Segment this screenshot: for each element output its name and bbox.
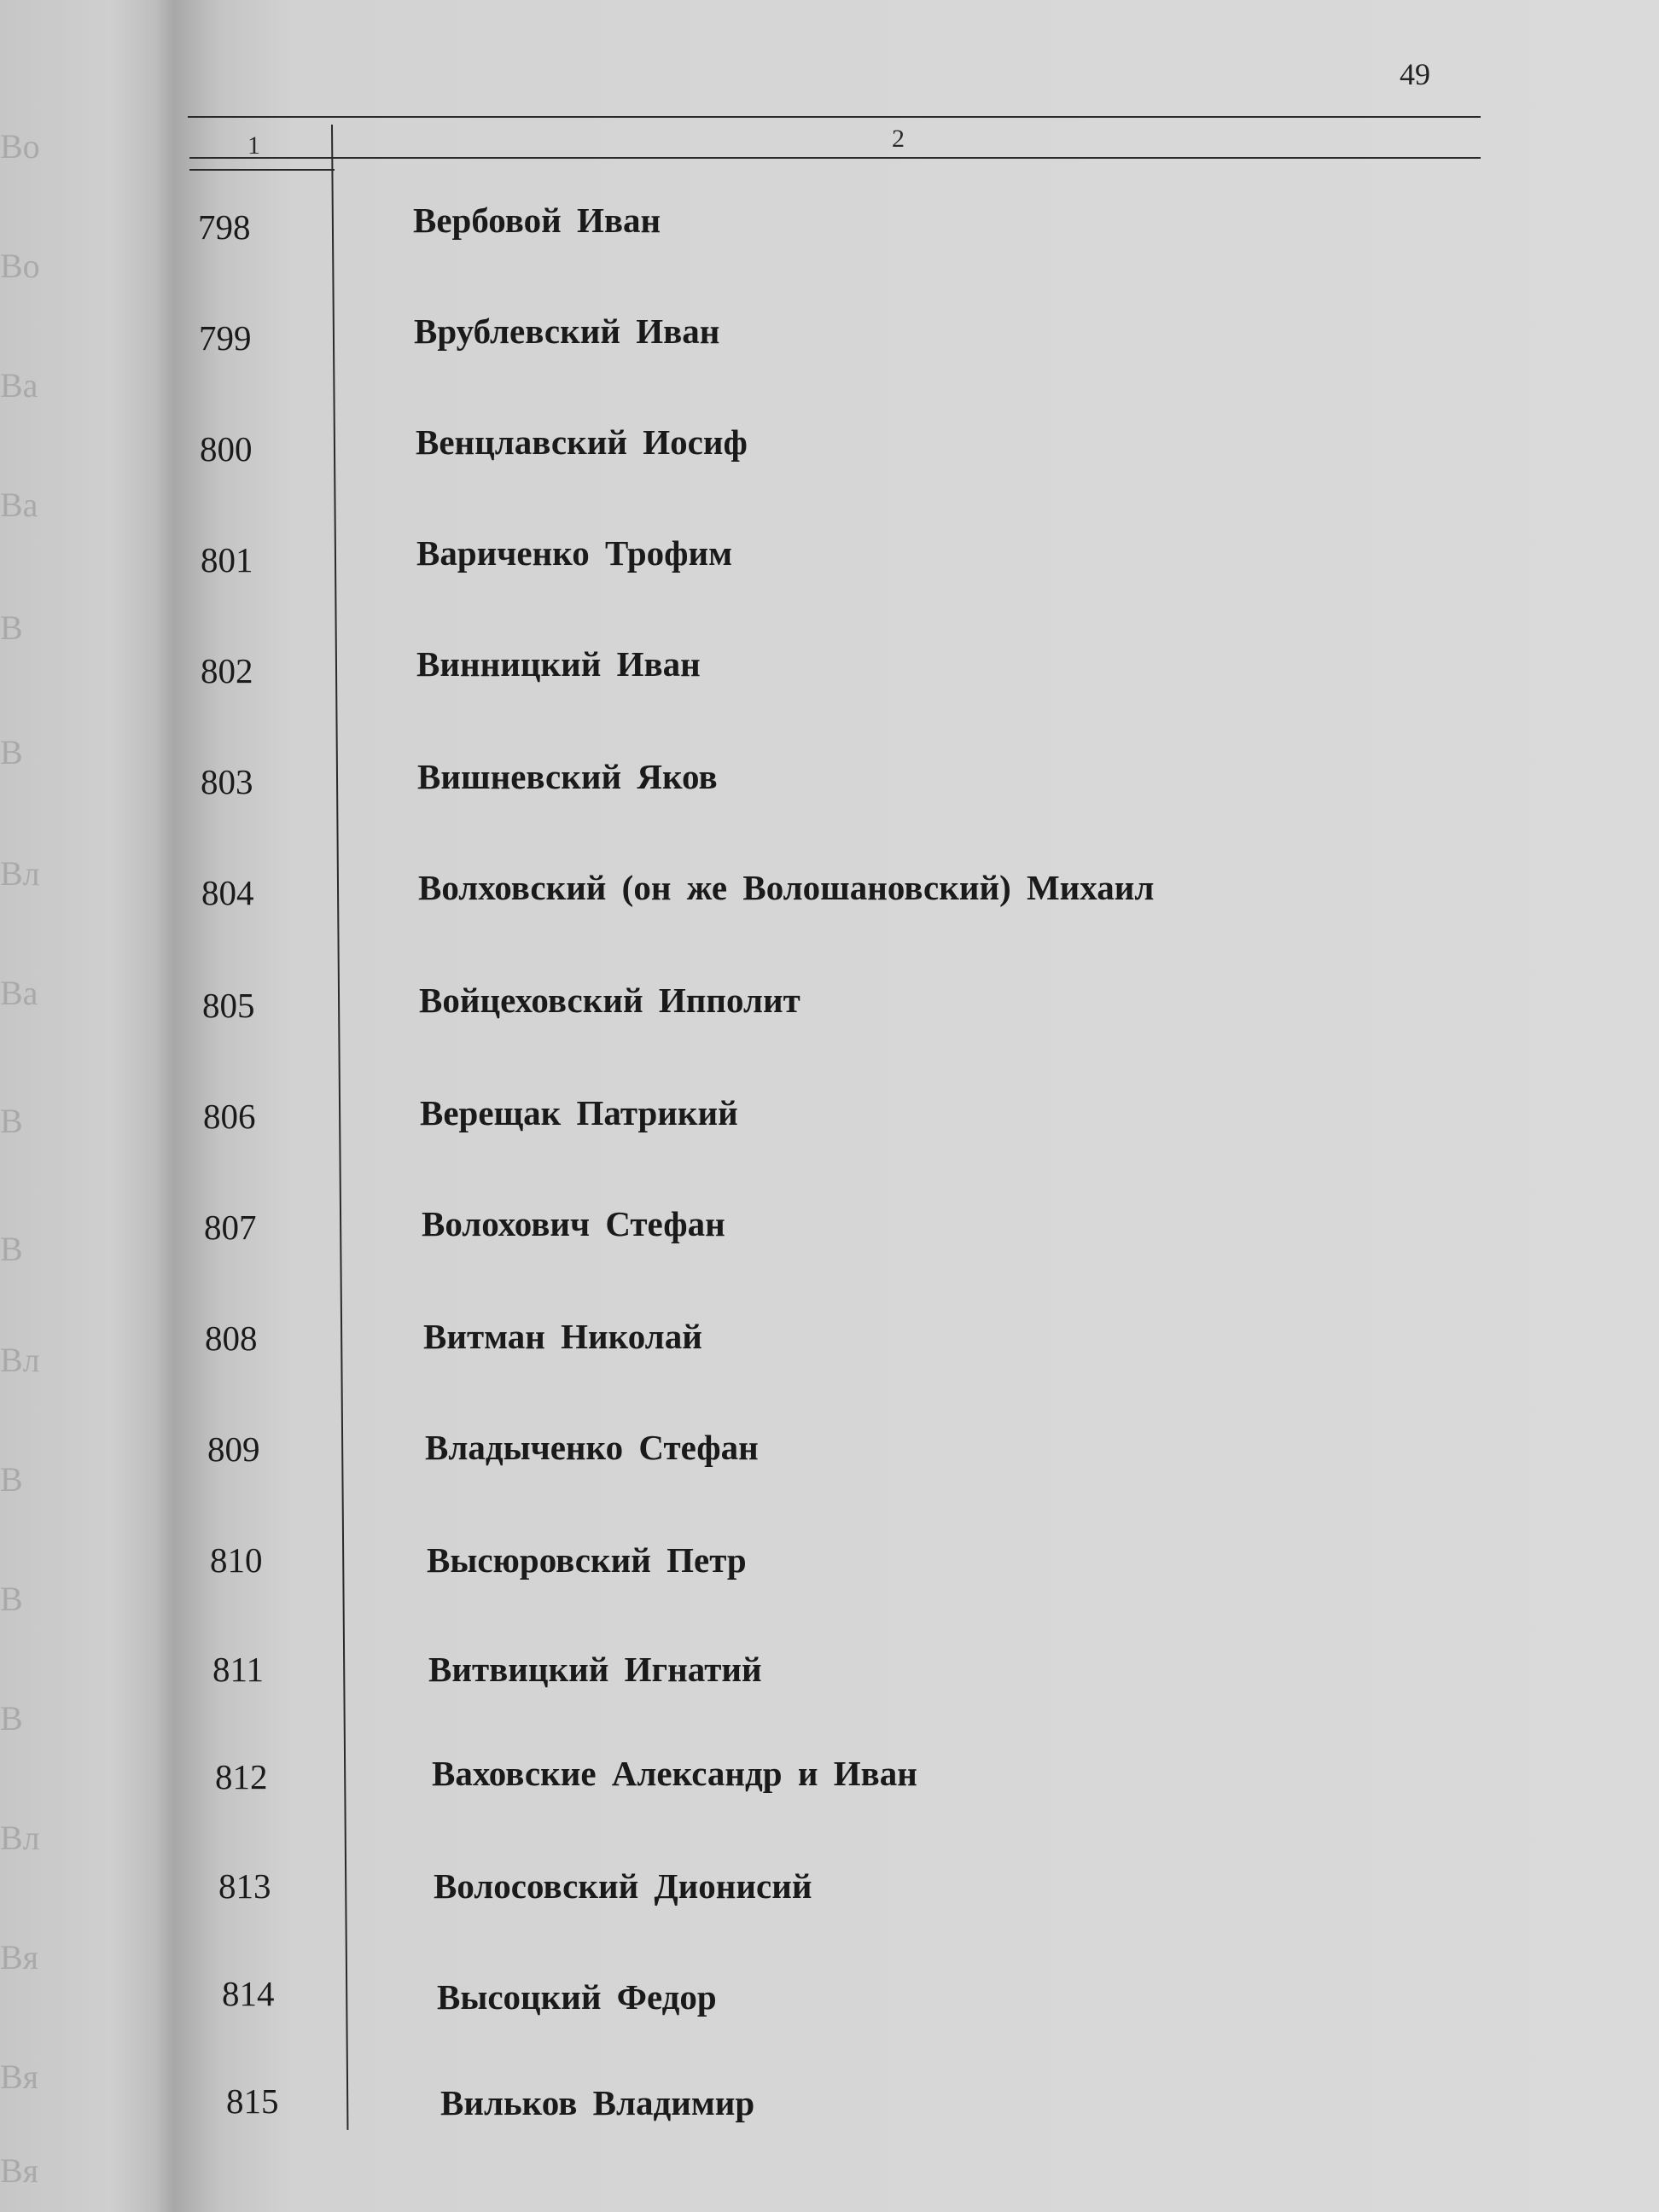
bleed-text: Вя (0, 1938, 39, 1976)
row-number: 798 (198, 207, 251, 247)
row-number: 815 (226, 2081, 279, 2121)
column-header-2: 2 (892, 125, 905, 153)
row-name: Врублевский Иван (414, 311, 720, 351)
bleed-text: Вл (0, 1341, 40, 1379)
row-name: Верещак Патрикий (420, 1093, 738, 1132)
row-number: 801 (201, 540, 253, 579)
table-header-rule (189, 157, 1481, 159)
row-number: 804 (201, 873, 254, 912)
previous-page-gutter (0, 0, 183, 2212)
row-name: Вильков Владимир (440, 2083, 755, 2122)
bleed-text: Вя (0, 2151, 39, 2190)
page-number: 49 (1400, 57, 1430, 91)
row-name: Витвицкий Игнатий (428, 1650, 762, 1689)
bleed-text: Во (0, 127, 40, 166)
row-name: Витман Николай (423, 1317, 702, 1356)
bleed-text: В (0, 1102, 23, 1140)
row-number: 806 (203, 1097, 256, 1136)
bleed-text: В (0, 608, 23, 647)
row-number: 803 (201, 762, 253, 801)
column-1-header-rule (189, 169, 335, 171)
row-name: Венцлавский Иосиф (416, 422, 748, 462)
row-name: Винницкий Иван (416, 644, 701, 684)
row-name: Ваховские Александр и Иван (432, 1754, 917, 1793)
row-number: 809 (207, 1429, 260, 1469)
row-number: 800 (200, 429, 253, 469)
row-number: 805 (202, 986, 255, 1025)
row-number: 810 (210, 1540, 263, 1580)
bleed-text: В (0, 733, 23, 771)
bleed-text: Ва (0, 366, 38, 405)
row-number: 807 (204, 1208, 257, 1247)
row-name: Войцеховский Ипполит (419, 981, 800, 1020)
row-name: Владыченко Стефан (425, 1428, 759, 1467)
row-name: Вербовой Иван (413, 201, 661, 240)
bleed-text: В (0, 1460, 23, 1499)
row-number: 808 (205, 1318, 258, 1358)
row-name: Вишневский Яков (417, 757, 718, 796)
document-page (175, 0, 1659, 2212)
bleed-text: Вл (0, 854, 40, 893)
bleed-text: Вя (0, 2058, 39, 2096)
row-name: Волосовский Дионисий (434, 1866, 812, 1906)
column-header-1: 1 (247, 131, 260, 160)
bleed-text: Вл (0, 1819, 40, 1857)
row-name: Волохович Стефан (422, 1204, 725, 1243)
table-top-rule (188, 116, 1481, 118)
row-number: 802 (201, 651, 253, 690)
row-number: 814 (222, 1974, 275, 2013)
bleed-text: Во (0, 247, 40, 285)
bleed-text: Ва (0, 486, 38, 524)
row-name: Вариченко Трофим (416, 533, 733, 573)
row-name: Волховский (он же Волошановский) Михаил (418, 868, 1155, 907)
row-number: 812 (215, 1757, 268, 1796)
bleed-text: В (0, 1699, 23, 1738)
row-name: Высоцкий Федор (437, 1977, 717, 2017)
bleed-text: Ва (0, 974, 38, 1012)
row-number: 813 (218, 1866, 271, 1906)
bleed-text: В (0, 1230, 23, 1268)
row-number: 799 (199, 318, 252, 358)
row-number: 811 (212, 1650, 264, 1689)
row-name: Высюровский Петр (427, 1540, 747, 1580)
bleed-text: В (0, 1580, 23, 1618)
